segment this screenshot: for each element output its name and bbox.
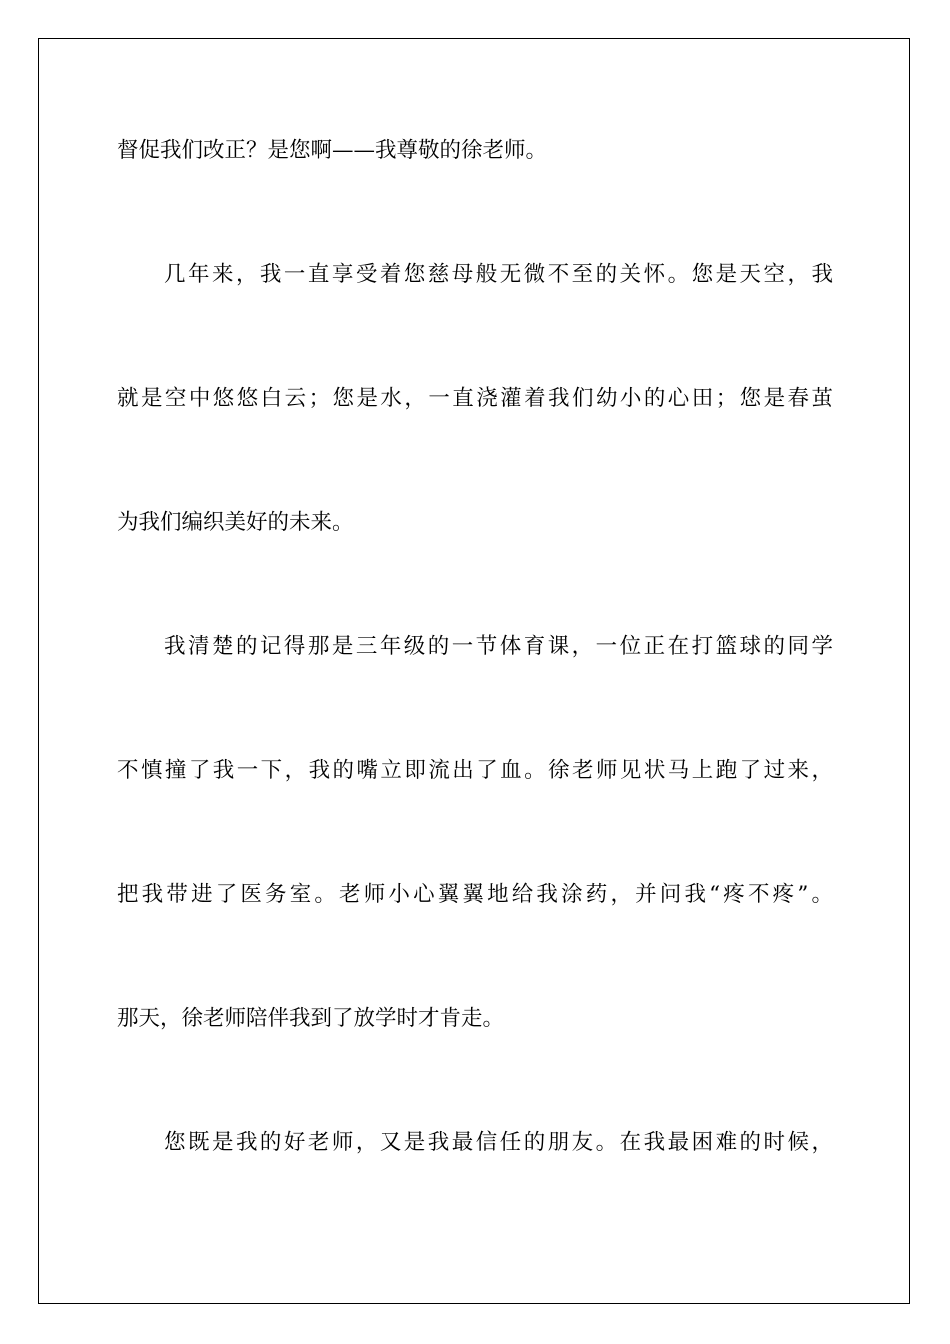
paragraph-1-line-3: 为我们编织美好的未来。 — [117, 510, 354, 535]
text-line-1: 督促我们改正？是您啊——我尊敬的徐老师。 — [117, 138, 548, 163]
paragraph-2-line-4: 那天，徐老师陪伴我到了放学时才肯走。 — [117, 1006, 505, 1031]
paragraph-2-line-1: 我清楚的记得那是三年级的一节体育课，一位正在打篮球的同学 — [164, 634, 833, 659]
page-border — [38, 38, 910, 1304]
paragraph-1-line-2: 就是空中悠悠白云；您是水，一直浇灌着我们幼小的心田；您是春茧 — [117, 386, 833, 411]
paragraph-1-line-1: 几年来，我一直享受着您慈母般无微不至的关怀。您是天空，我 — [164, 262, 833, 287]
paragraph-2-line-2: 不慎撞了我一下，我的嘴立即流出了血。徐老师见状马上跑了过来， — [117, 758, 833, 783]
paragraph-2-line-3: 把我带进了医务室。老师小心翼翼地给我涂药，并问我“疼不疼”。 — [117, 882, 833, 907]
paragraph-3-line-1: 您既是我的好老师，又是我最信任的朋友。在我最困难的时候， — [164, 1130, 833, 1155]
